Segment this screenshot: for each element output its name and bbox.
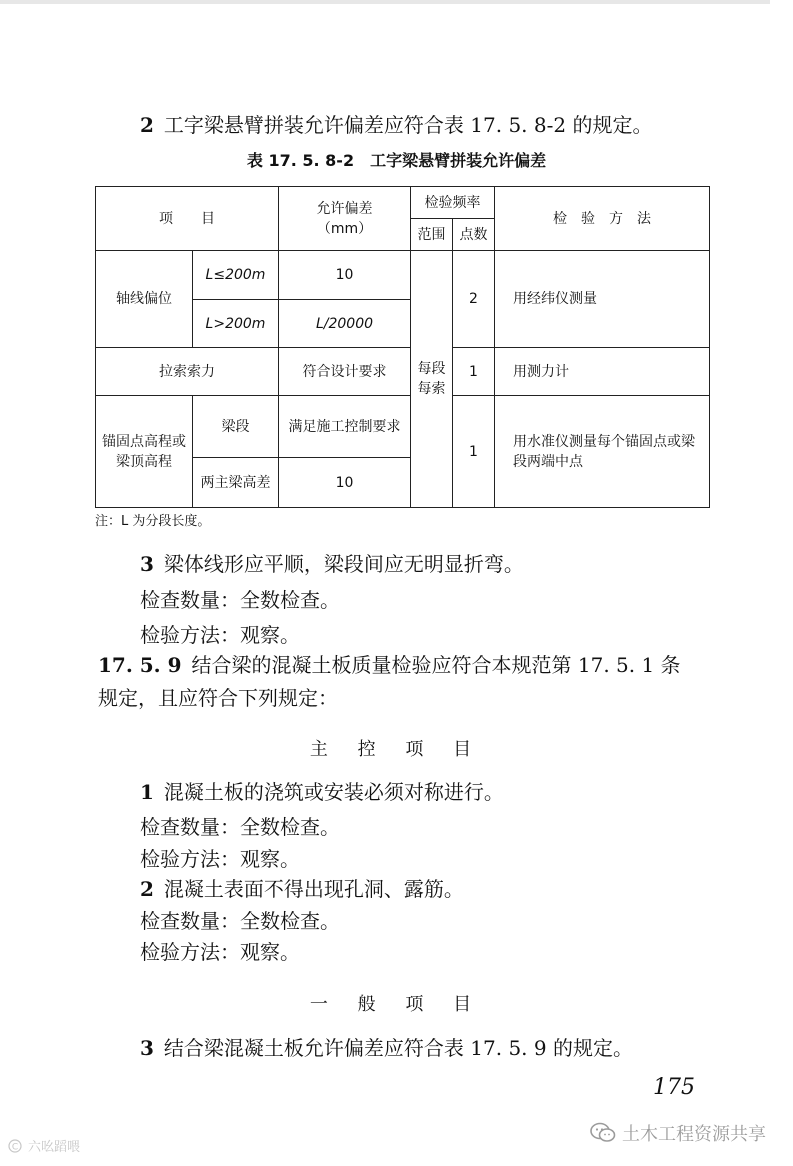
- wechat-chat-icon: [590, 1122, 616, 1149]
- tolerance-table-wrapper: [95, 186, 709, 508]
- cell-cable-value: 符合设计要求: [279, 348, 411, 396]
- cell-range: 每段每索: [411, 251, 453, 508]
- check-quantity: 检查数量：全数检查。: [140, 909, 340, 933]
- header-item: 项 目: [96, 187, 279, 251]
- cell-axis-points: 2: [453, 251, 495, 348]
- table-note: 注：L 为分段长度。: [95, 514, 211, 529]
- copyright-circle-icon: [8, 1139, 22, 1157]
- cell-beam-segment-value: 满足施工控制要求: [279, 396, 411, 458]
- table-row: [96, 396, 710, 458]
- item-text: 混凝土表面不得出现孔洞、露筋。: [163, 877, 464, 901]
- header-tolerance: [279, 187, 411, 251]
- check-method: 检验方法：观察。: [140, 940, 300, 964]
- cell-l-gt-value: L/20000: [279, 300, 411, 348]
- check-method: 检验方法：观察。: [140, 847, 300, 871]
- cell-l-gt: L>200m: [193, 300, 279, 348]
- svg-text:C: C: [11, 1142, 19, 1152]
- cell-two-beams: 两主梁高差: [193, 458, 279, 508]
- header-frequency: 检验频率: [411, 187, 495, 219]
- cell-l-le-value: 10: [279, 251, 411, 300]
- header-tolerance-unit: （mm）: [316, 220, 373, 237]
- item-number: 2: [140, 877, 154, 901]
- item-text: 结合梁混凝土板允许偏差应符合表 17. 5. 9 的规定。: [163, 1036, 633, 1060]
- watermark-right-text: 土木工程资源共享: [622, 1124, 766, 1145]
- cell-anchor: 锚固点高程或梁顶高程: [96, 396, 193, 508]
- header-tolerance-label: 允许偏差: [316, 200, 373, 217]
- watermark-left-text: 六吆蹈喂: [28, 1140, 81, 1155]
- cell-cable-force: 拉索索力: [96, 348, 279, 396]
- page-top-shadow: [0, 0, 770, 4]
- item-text: 工字梁悬臂拼装允许偏差应符合表 17. 5. 8-2 的规定。: [163, 113, 653, 137]
- table-row: [96, 251, 710, 300]
- watermark-right: [590, 1120, 766, 1149]
- header-points: 点数: [453, 219, 495, 251]
- page-number: 175: [653, 1075, 695, 1100]
- main-item-1: [140, 777, 504, 807]
- cell-anchor-points: 1: [453, 396, 495, 508]
- item-number: 2: [140, 113, 154, 137]
- check-method: 检验方法：观察。: [140, 623, 300, 647]
- item-2-paragraph: [140, 110, 652, 140]
- general-item-3: [140, 1033, 633, 1063]
- table-header-row: [96, 187, 710, 219]
- header-range: 范围: [411, 219, 453, 251]
- cell-cable-method: 用测力计: [495, 348, 710, 396]
- heading-main-control: 主 控 项 目: [309, 739, 484, 760]
- cell-anchor-method: 用水准仪测量每个锚固点或梁段两端中点: [495, 396, 710, 508]
- clause-continuation: 规定，且应符合下列规定：: [98, 686, 338, 710]
- item-text: 混凝土板的浇筑或安装必须对称进行。: [163, 780, 504, 804]
- tolerance-table: [95, 186, 710, 508]
- table-row: [96, 348, 710, 396]
- check-quantity: 检查数量：全数检查。: [140, 815, 340, 839]
- item-number: 3: [140, 1036, 154, 1060]
- cell-cable-points: 1: [453, 348, 495, 396]
- main-item-2: [140, 874, 464, 904]
- cell-axis-offset: 轴线偏位: [96, 251, 193, 348]
- header-method: 检 验 方 法: [495, 187, 710, 251]
- clause-text: 结合梁的混凝土板质量检验应符合本规范第 17. 5. 1 条: [191, 653, 681, 677]
- check-quantity: 检查数量：全数检查。: [140, 588, 340, 612]
- item-number: 1: [140, 780, 154, 804]
- cell-axis-method: 用经纬仪测量: [495, 251, 710, 348]
- item-3-paragraph: [140, 549, 524, 579]
- table-caption: 表 17. 5. 8-2 工字梁悬臂拼装允许偏差: [246, 151, 547, 170]
- cell-two-beams-value: 10: [279, 458, 411, 508]
- clause-number: 17. 5. 9: [98, 653, 182, 677]
- heading-general: 一 般 项 目: [309, 994, 484, 1015]
- item-number: 3: [140, 552, 154, 576]
- cell-l-le: L≤200m: [193, 251, 279, 300]
- item-text: 梁体线形应平顺，梁段间应无明显折弯。: [163, 552, 524, 576]
- clause-17-5-9: [98, 650, 681, 680]
- cell-beam-segment: 梁段: [193, 396, 279, 458]
- watermark-left: [8, 1136, 80, 1157]
